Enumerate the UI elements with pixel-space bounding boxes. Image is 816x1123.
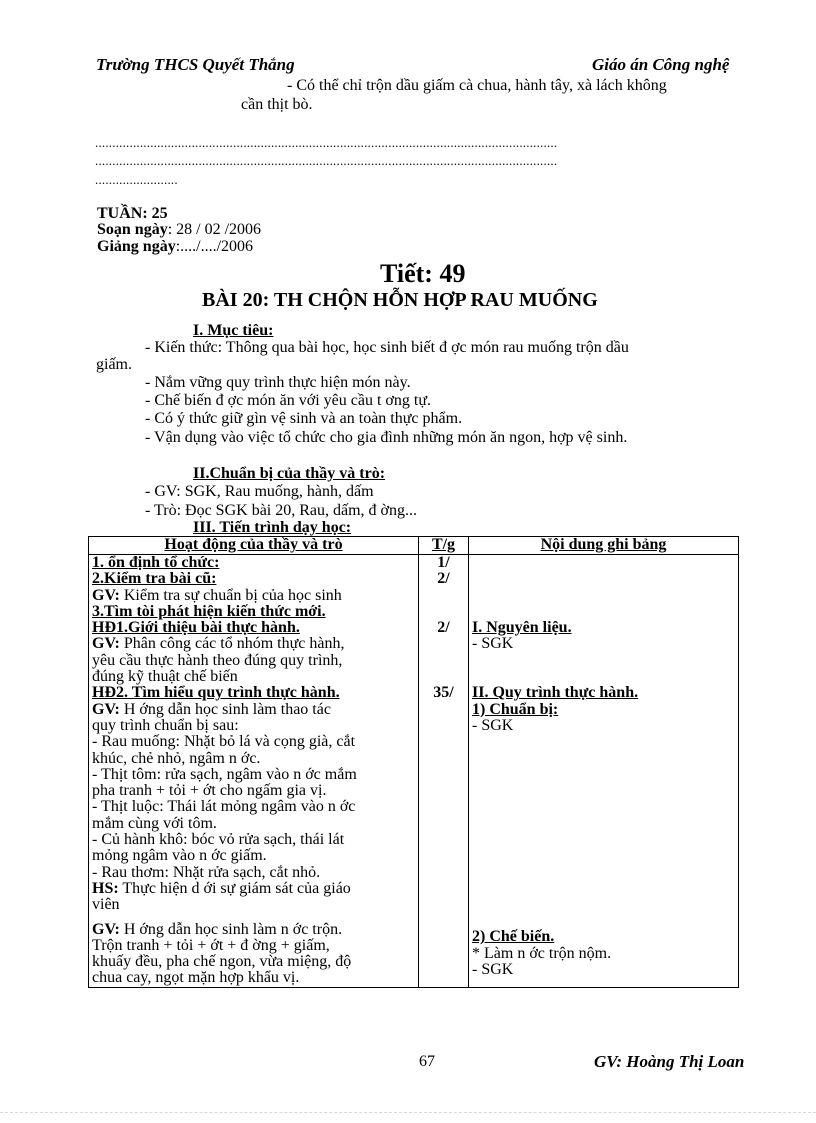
lesson-title: BÀI 20: TH CHỘN HỖN HỢP RAU MUỐNG <box>202 289 598 311</box>
objective-hygiene: - Có ý thức giữ gìn vệ sinh và an toàn thực phẩm. <box>145 410 463 427</box>
activity-cell <box>89 620 419 685</box>
table-row <box>89 685 739 987</box>
table-row <box>89 620 739 685</box>
activity-hd2-line: khúc, chẻ nhỏ, ngâm n ớc. <box>92 749 261 767</box>
activity-hd1-heading: HĐ1.Giới thiệu bài thực hành. <box>92 619 300 637</box>
dotted-line-3: ........................ <box>95 172 178 187</box>
intro-line-1: - Có thể chỉ trộn dầu giấm cà chua, hành tây, xà lách không <box>287 77 667 94</box>
teach-date-value: :..../..../2006 <box>175 238 254 255</box>
activity-hd2-line: - Củ hành khô: bóc vỏ rửa sạch, thái lát <box>92 831 345 849</box>
time-cell <box>419 555 469 621</box>
content-process-heading: II. Quy trình thực hành. <box>472 684 639 702</box>
content-cell <box>469 685 739 987</box>
preparation-teacher: - GV: SGK, Rau muống, hành, dấm <box>145 483 374 500</box>
content-prepare-heading: 1) Chuẩn bị: <box>472 700 559 718</box>
teacher-name: GV: Hoàng Thị Loan <box>594 1052 745 1071</box>
activity-hd1-line: yêu cầu thực hành theo đúng quy trình, <box>92 651 343 669</box>
header-content: Nội dung ghi bảng <box>469 537 739 555</box>
compose-date-label: Soạn ngày <box>97 221 168 238</box>
time-check-old: 2/ <box>437 570 450 588</box>
activity-organize: 1. ổn định tổ chức: <box>92 554 220 571</box>
activity-gv2-line: chua cay, ngọt mặn hợp khẩu vị. <box>92 969 300 987</box>
time-cell <box>419 620 469 685</box>
content-prepare-line: - SGK <box>472 716 514 734</box>
spacer <box>472 734 735 929</box>
activity-hd1-line: đúng kỹ thuật chế biến <box>92 668 238 686</box>
activity-gv2-line: khuấy đều, pha chế ngon, vừa miệng, độ <box>92 953 352 971</box>
dotted-line-1: ...................................................................................................................................... <box>95 136 558 150</box>
content-cook-line: - SGK <box>472 960 514 978</box>
lesson-period: Tiết: 49 <box>380 259 466 288</box>
activity-hs-line: HS: Thực hiện d ới sự giám sát của giáo <box>92 879 351 897</box>
time-cell <box>419 685 469 987</box>
activity-gv2-line: Trộn tranh + tỏi + ớt + đ ờng + giấm, <box>92 936 330 954</box>
section-process-heading: III. Tiến trình dạy học: <box>193 519 352 536</box>
activity-hd2-line: quy trình chuẩn bị sau: <box>92 716 239 734</box>
table-header-row <box>89 537 739 555</box>
compose-date <box>97 222 261 237</box>
teach-date <box>97 239 253 254</box>
activity-hd2-heading: HĐ2. Tìm hiểu quy trình thực hành. <box>92 684 340 702</box>
page-number: 67 <box>419 1053 435 1070</box>
activity-discover: 3.Tìm tòi phát hiện kiến thức mới. <box>92 602 326 620</box>
section-objectives-heading: I. Mục tiêu: <box>193 322 274 339</box>
activity-check-old: 2.Kiểm tra bài cũ: <box>92 570 217 588</box>
week-label: TUẦN: 25 <box>97 205 168 222</box>
objective-apply: - Vận dụng vào việc tổ chức cho gia đình những món ăn ngon, hợp vệ sinh. <box>145 429 628 446</box>
lesson-plan-table <box>88 536 739 988</box>
activity-cell <box>89 685 419 987</box>
table-row <box>89 555 739 621</box>
teach-date-label: Giảng ngày <box>97 238 176 255</box>
preparation-student: - Trò: Đọc SGK bài 20, Rau, dấm, đ ờng... <box>145 502 418 519</box>
activity-hd2-line: mỏng ngâm vào n ớc giấm. <box>92 847 267 865</box>
time-organize: 1/ <box>437 554 450 571</box>
intro-line-2: cần thịt bò. <box>241 96 313 113</box>
activity-check-detail: GV: Kiểm tra sự chuẩn bị của học sinh <box>92 586 342 604</box>
page-edge-divider <box>0 1112 816 1113</box>
activity-hd2-line: GV: H ớng dẫn học sinh làm thao tác <box>92 700 331 718</box>
header-time: T/g <box>419 537 469 555</box>
objective-cooking: - Chế biến đ ợc món ăn với yêu cầu t ơng tự. <box>145 392 431 409</box>
activity-hd1-line: GV: Phân công các tổ nhóm thực hành, <box>92 635 345 653</box>
content-ingredients-heading: I. Nguyên liệu. <box>472 619 572 637</box>
activity-hd2-line: - Rau muống: Nhặt bỏ lá và cọng già, cắt <box>92 733 356 751</box>
content-cook-line: * Làm n ớc trộn nộm. <box>472 944 612 962</box>
activity-cell <box>89 555 419 621</box>
content-cell <box>469 555 739 621</box>
content-cook-heading: 2) Chế biến. <box>472 928 555 946</box>
activity-hd2-line: mắm cùng với tôm. <box>92 814 217 832</box>
header-activities: Hoạt động của thầy và trò <box>89 537 419 555</box>
activity-hd2-line: - Thịt tôm: rửa sạch, ngâm vào n ớc mắm <box>92 765 357 783</box>
objective-knowledge-cont: giấm. <box>96 356 132 373</box>
objective-process: - Nắm vững quy trình thực hiện món này. <box>145 374 411 391</box>
activity-hd2-line: - Thịt luộc: Thái lát mỏng ngâm vào n ớc <box>92 798 356 816</box>
content-ingredients-line: - SGK <box>472 635 514 653</box>
time-hd2: 35/ <box>433 684 454 702</box>
activity-hd2-line: pha tranh + tỏi + ớt cho ngấm gia vị. <box>92 782 327 800</box>
subject-name: Giáo án Công nghệ <box>592 55 730 74</box>
dotted-line-2: ...................................................................................................................................... <box>95 154 558 168</box>
section-preparation-heading: II.Chuẩn bị của thầy và trò: <box>193 465 386 482</box>
activity-hs-line: viên <box>92 896 120 914</box>
compose-date-value: : 28 / 02 /2006 <box>167 221 262 238</box>
content-cell <box>469 620 739 685</box>
school-name: Trường THCS Quyết Thắng <box>96 55 295 74</box>
activity-hd2-line: - Rau thơm: Nhặt rửa sạch, cắt nhỏ. <box>92 863 321 881</box>
objective-knowledge: - Kiến thức: Thông qua bài học, học sinh biết đ ợc món rau muống trộn dầu <box>145 339 629 356</box>
time-hd1: 2/ <box>437 619 450 637</box>
activity-gv2-line: GV: H ớng dẫn học sinh làm n ớc trộn. <box>92 920 343 938</box>
